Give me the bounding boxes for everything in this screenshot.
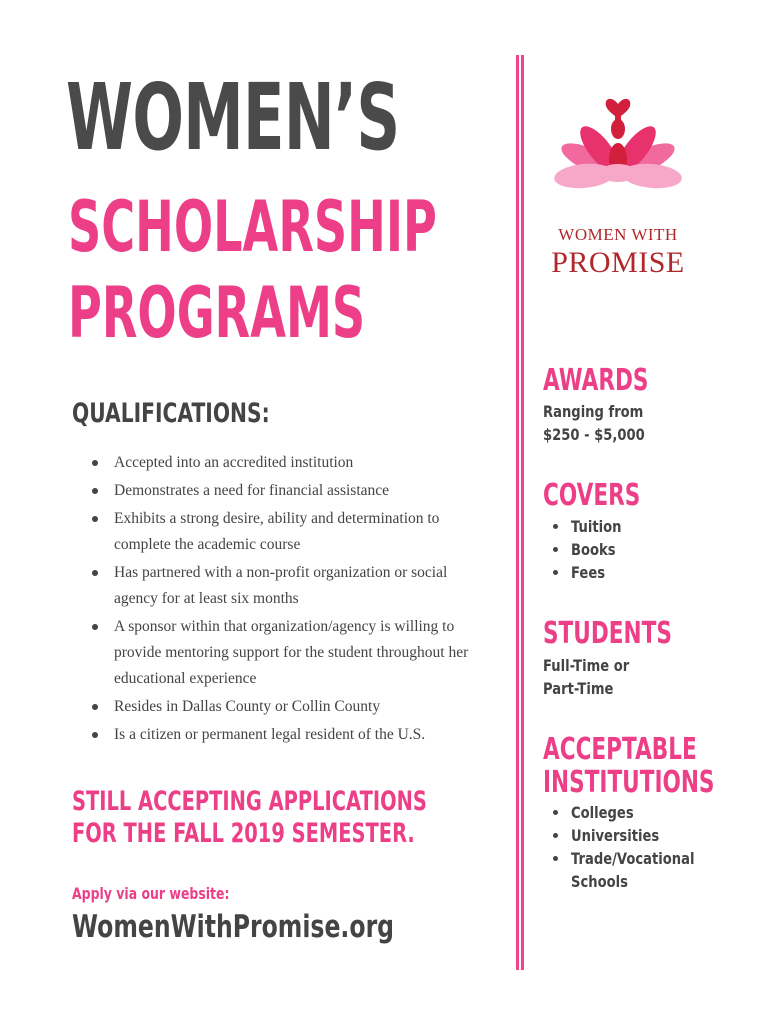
- women-with-promise-logo-icon: [548, 78, 688, 218]
- title-programs: PROGRAMS: [68, 272, 366, 354]
- covers-heading: COVERS: [543, 478, 641, 513]
- students-line-2: Part-Time: [543, 679, 614, 698]
- institutions-list: [553, 801, 722, 893]
- institutions-heading-2: INSTITUTIONS: [543, 765, 715, 800]
- qualification-item: Demonstrates a need for financial assistance: [92, 478, 492, 504]
- covers-list: [553, 515, 633, 584]
- awards-line-1: Ranging from: [543, 402, 644, 421]
- institutions-item: Universities: [553, 824, 722, 847]
- qualification-item: Is a citizen or permanent legal resident of the U.S.: [92, 722, 492, 748]
- still-accepting-banner: [72, 786, 427, 850]
- qualification-item: Has partnered with a non-profit organization or social agency for at least six months: [92, 560, 492, 612]
- logo-text-women-with: WOMEN WITH: [558, 225, 678, 244]
- title-womens: WOMEN’S: [66, 64, 400, 171]
- qualification-item: A sponsor within that organization/agency is willing to provide mentoring support for the student throughout her educational experience: [92, 614, 492, 692]
- institutions-item: Trade/Vocational Schools: [553, 847, 722, 893]
- awards-detail: [543, 400, 645, 446]
- still-accepting-line-2: FOR THE FALL 2019 SEMESTER.: [72, 818, 415, 849]
- students-line-1: Full-Time or: [543, 656, 630, 675]
- logo-text-promise: PROMISE: [551, 246, 685, 279]
- covers-item: Tuition: [553, 515, 633, 538]
- qualification-item: Accepted into an accredited institution: [92, 450, 492, 476]
- vertical-divider: [516, 55, 524, 970]
- awards-line-2: $250 - $5,000: [543, 425, 645, 444]
- covers-item: Books: [553, 538, 633, 561]
- institutions-item: Colleges: [553, 801, 722, 824]
- qualification-item: Exhibits a strong desire, ability and determination to complete the academic course: [92, 506, 492, 558]
- qualifications-list: [92, 450, 492, 750]
- institutions-heading-1: ACCEPTABLE: [543, 732, 697, 767]
- website-link[interactable]: WomenWithPromise.org: [72, 909, 395, 945]
- title-scholarship: SCHOLARSHIP: [68, 186, 437, 268]
- students-heading: STUDENTS: [543, 616, 672, 651]
- still-accepting-line-1: STILL ACCEPTING APPLICATIONS: [72, 786, 427, 817]
- qualification-item: Resides in Dallas County or Collin County: [92, 694, 492, 720]
- covers-item: Fees: [553, 561, 633, 584]
- awards-heading: AWARDS: [543, 363, 649, 398]
- qualifications-heading: QUALIFICATIONS:: [72, 398, 270, 429]
- students-detail: [543, 654, 629, 700]
- apply-label: Apply via our website:: [72, 884, 230, 903]
